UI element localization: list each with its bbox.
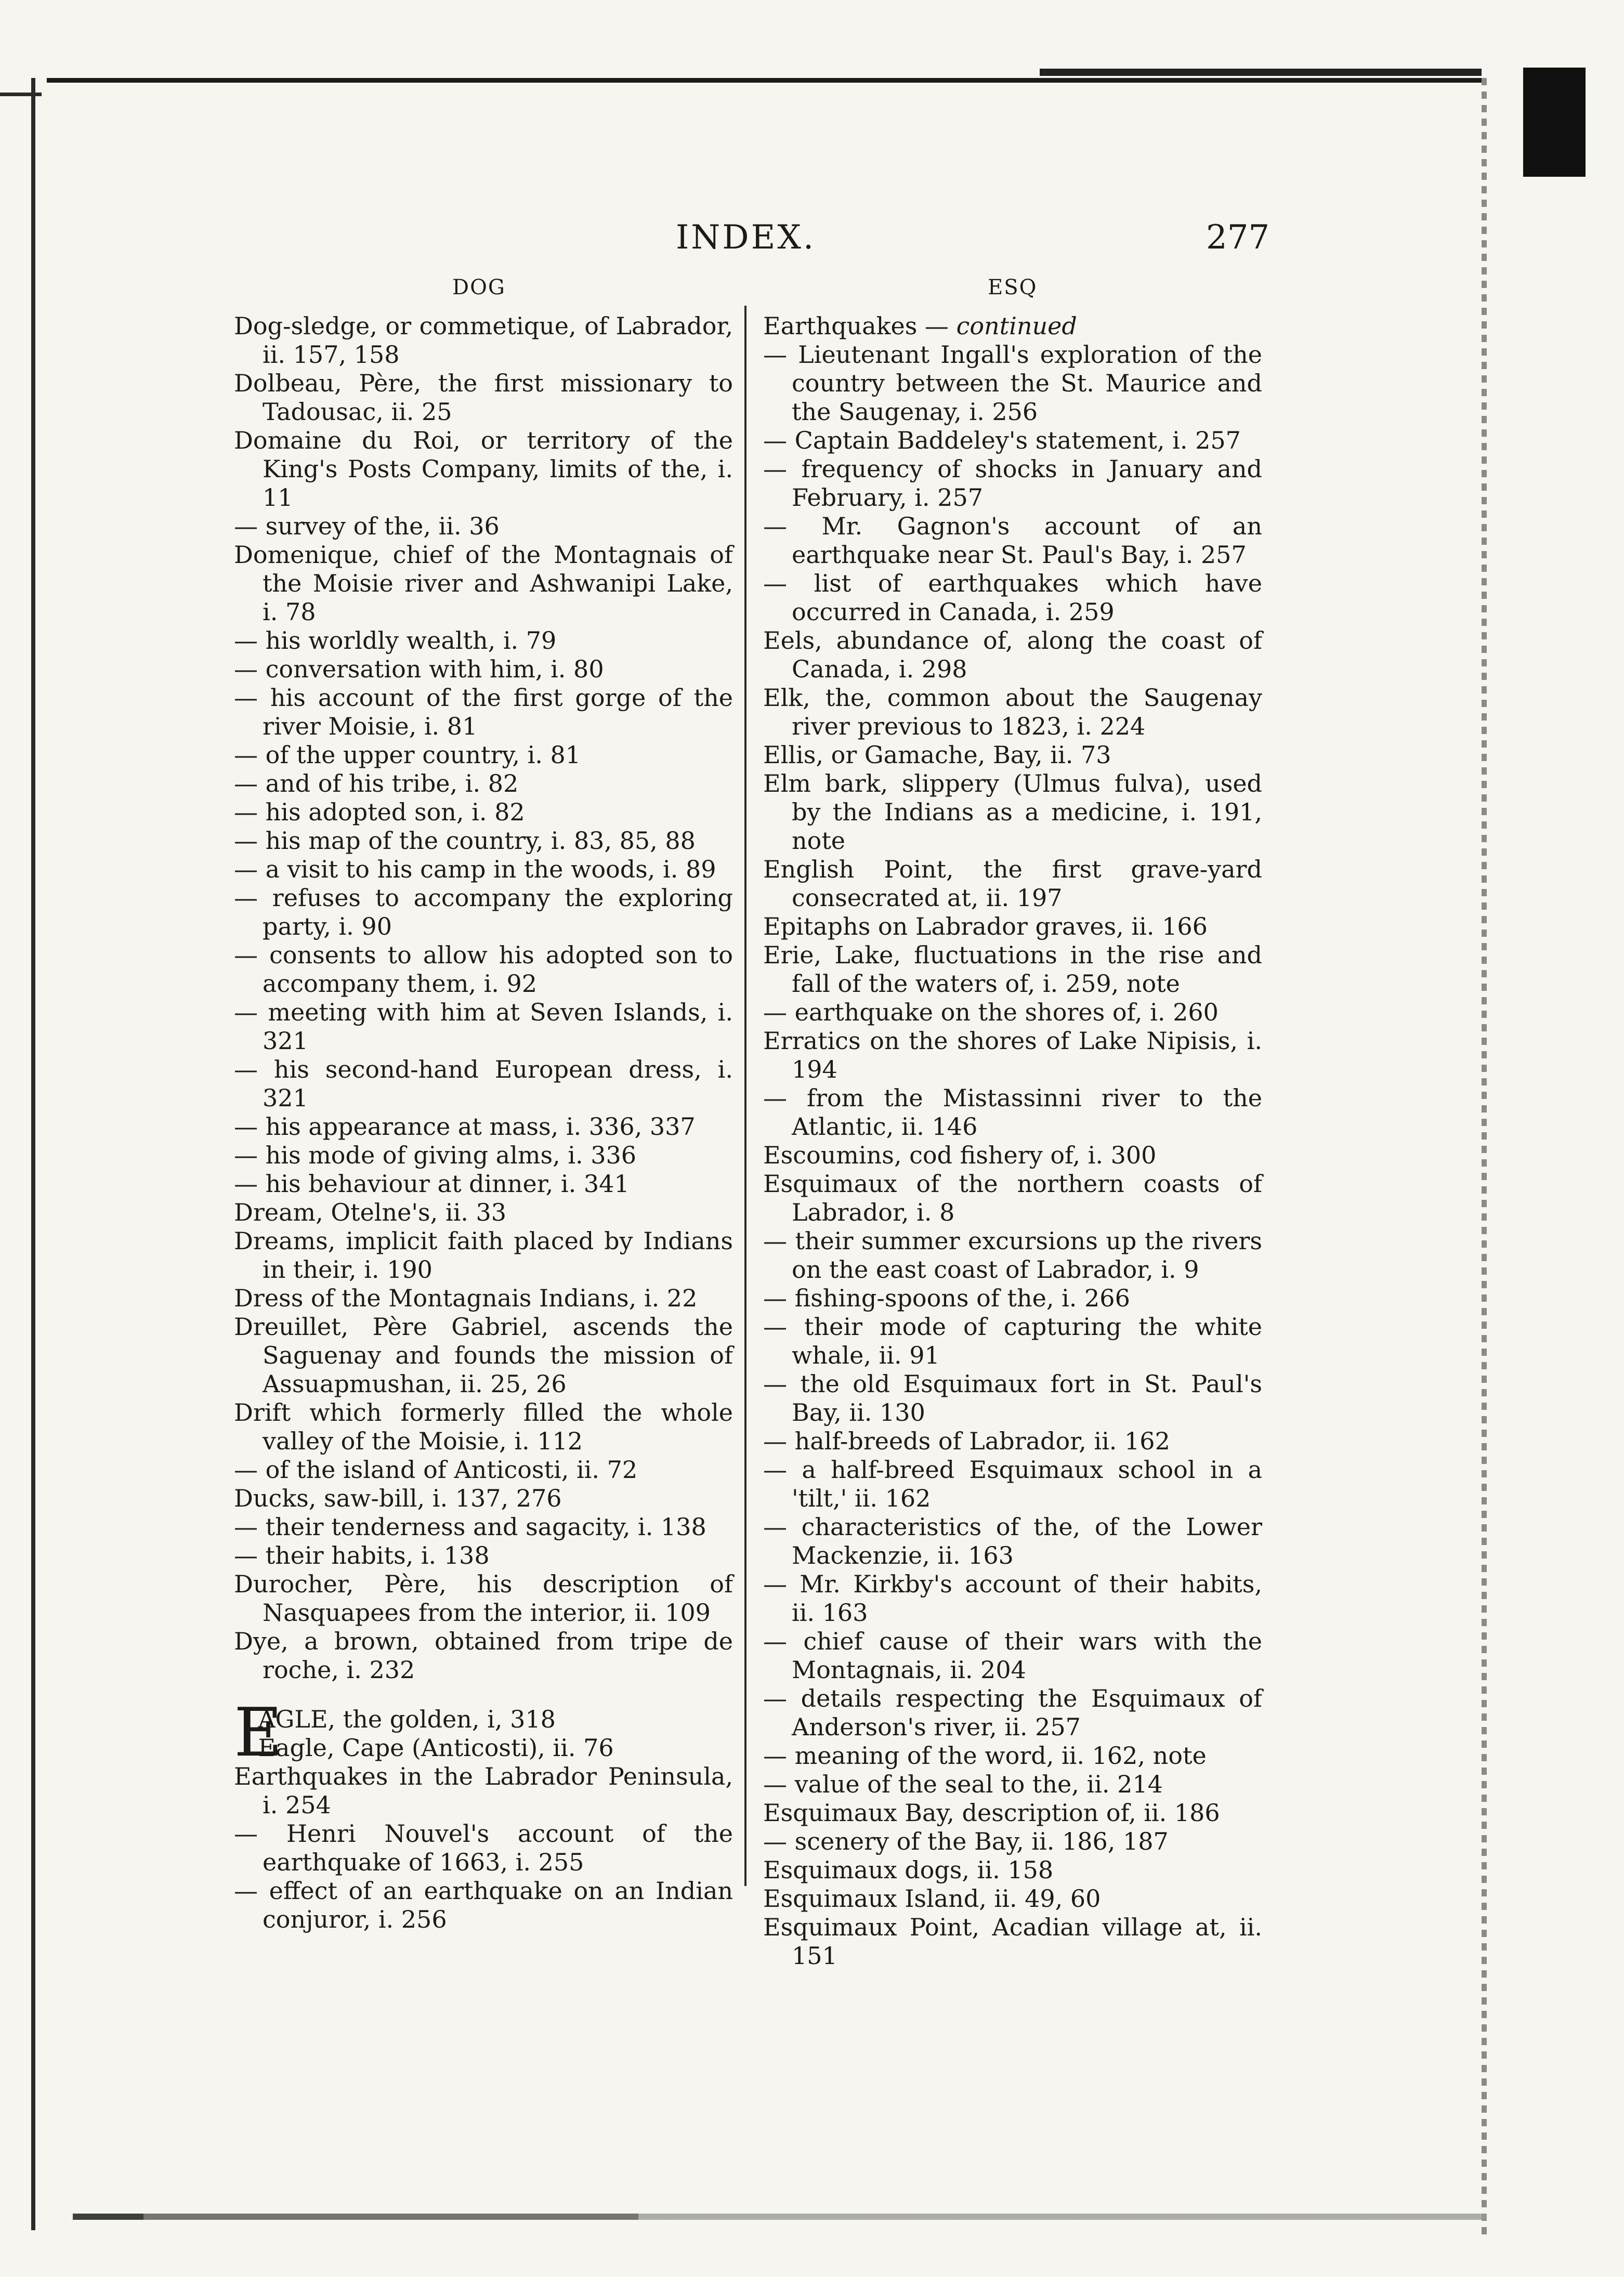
- index-entry: — the old Esquimaux fort in St. Paul's Bay, ii. 130: [763, 1370, 1262, 1427]
- index-entry: Ellis, or Gamache, Bay, ii. 73: [763, 741, 1111, 769]
- page-number: 277: [1206, 218, 1270, 257]
- index-entry: Esquimaux Point, Acadian village at, ii. 151: [763, 1913, 1262, 1970]
- index-entry: — their mode of capturing the white whale, ii. 91: [763, 1313, 1262, 1369]
- index-entry: — chief cause of their wars with the Montagnais, ii. 204: [763, 1627, 1262, 1684]
- index-entry: Dolbeau, Père, the first missionary to Tadousac, ii. 25: [234, 369, 733, 426]
- index-entry: Dog-sledge, or commetique, of Labrador, ii. 157, 158: [234, 312, 733, 369]
- index-entry: — his mode of giving alms, i. 336: [234, 1141, 637, 1169]
- index-entry: — their habits, i. 138: [234, 1541, 490, 1569]
- index-entry: Dye, a brown, obtained from tripe de roche, i. 232: [234, 1627, 733, 1684]
- index-entry: Domenique, chief of the Montagnais of the Moisie river and Ashwanipi Lake, i. 78: [234, 541, 733, 626]
- index-entry: Domaine du Roi, or territory of the King's Posts Company, limits of the, i. 11: [234, 426, 733, 512]
- index-entry: Esquimaux dogs, ii. 158: [763, 1856, 1054, 1884]
- column-divider: [744, 306, 746, 1886]
- index-entry: English Point, the first grave-yard consecrated at, ii. 197: [763, 855, 1262, 912]
- index-entry: — his account of the first gorge of the river Moisie, i. 81: [234, 684, 733, 740]
- index-entry: — his map of the country, i. 83, 85, 88: [234, 827, 696, 855]
- index-entry: Drift which formerly filled the whole valley of the Moisie, i. 112: [234, 1398, 733, 1455]
- index-entry: Eagle, Cape (Anticosti), ii. 76: [258, 1734, 614, 1762]
- index-entry: Elm bark, slippery (Ulmus fulva), used by the Indians as a medicine, i. 191, note: [763, 769, 1262, 855]
- index-entry: Ducks, saw-bill, i. 137, 276: [234, 1484, 562, 1512]
- index-entry: Dreams, implicit faith placed by Indians in their, i. 190: [234, 1227, 733, 1284]
- index-entry: Elk, the, common about the Saugenay river previous to 1823, i. 224: [763, 684, 1262, 740]
- index-entry: — meeting with him at Seven Islands, i. 321: [234, 998, 733, 1055]
- index-entry: Esquimaux of the northern coasts of Labrador, i. 8: [763, 1170, 1262, 1226]
- index-entry: — list of earthquakes which have occurred in Canada, i. 259: [763, 569, 1262, 626]
- index-entry: — their summer excursions up the rivers on the east coast of Labrador, i. 9: [763, 1227, 1262, 1284]
- index-column-right: [763, 312, 1262, 1970]
- index-entry: — survey of the, ii. 36: [234, 512, 500, 540]
- continued-headword: Earthquakes —: [763, 312, 957, 340]
- index-entry: — their tenderness and sagacity, i. 138: [234, 1513, 706, 1541]
- index-entry: — of the upper country, i. 81: [234, 741, 581, 769]
- index-entry: — value of the seal to the, ii. 214: [763, 1770, 1163, 1798]
- index-entry: — details respecting the Esquimaux of Anderson's river, ii. 257: [763, 1684, 1262, 1741]
- index-entry: Escoumins, cod fishery of, i. 300: [763, 1141, 1157, 1169]
- index-entry: Esquimaux Bay, description of, ii. 186: [763, 1799, 1220, 1827]
- index-entry: Dress of the Montagnais Indians, i. 22: [234, 1284, 698, 1312]
- left-binding-tick: [0, 93, 42, 96]
- index-entry: — and of his tribe, i. 82: [234, 769, 519, 797]
- page-title: INDEX.: [676, 218, 816, 257]
- index-entry: — half-breeds of Labrador, ii. 162: [763, 1427, 1170, 1455]
- section-gap: [234, 1684, 733, 1705]
- index-entry: — scenery of the Bay, ii. 186, 187: [763, 1827, 1169, 1855]
- index-entry: — consents to allow his adopted son to accompany them, i. 92: [234, 941, 733, 998]
- index-entry: Eels, abundance of, along the coast of Canada, i. 298: [763, 626, 1262, 683]
- index-entry: — frequency of shocks in January and February, i. 257: [763, 455, 1262, 512]
- index-column-left: [234, 312, 733, 1934]
- right-page-edge: [1482, 78, 1487, 2235]
- index-entry: Epitaphs on Labrador graves, ii. 166: [763, 912, 1208, 940]
- index-entry: Dreuillet, Père Gabriel, ascends the Saguenay and founds the mission of Assuapmushan, ii. 25, 26: [234, 1313, 733, 1398]
- index-entry: — his behaviour at dinner, i. 341: [234, 1170, 630, 1198]
- guide-word-left: DOG: [452, 276, 506, 299]
- index-entry: — Mr. Kirkby's account of their habits, ii. 163: [763, 1570, 1262, 1627]
- index-entry: — from the Mistassinni river to the Atlantic, ii. 146: [763, 1084, 1262, 1141]
- drop-cap-rest: AGLE, the golden, i, 318: [258, 1705, 556, 1733]
- index-entry: Erratics on the shores of Lake Nipisis, i. 194: [763, 1027, 1262, 1083]
- index-entry: Dream, Otelne's, ii. 33: [234, 1198, 507, 1226]
- drop-cap-letter: E: [234, 1694, 283, 1772]
- index-entry: — earthquake on the shores of, i. 260: [763, 998, 1219, 1026]
- left-binding-edge: [31, 78, 35, 2230]
- index-entry: — of the island of Anticosti, ii. 72: [234, 1456, 638, 1484]
- index-entry: — Mr. Gagnon's account of an earthquake near St. Paul's Bay, i. 257: [763, 512, 1262, 569]
- index-entry: Durocher, Père, his description of Nasquapees from the interior, ii. 109: [234, 1570, 733, 1627]
- continued-label: continued: [956, 312, 1077, 340]
- index-entry: — his second-hand European dress, i. 321: [234, 1055, 733, 1112]
- index-entry: Earthquakes in the Labrador Peninsula, i. 254: [234, 1762, 733, 1819]
- top-rule-heavy: [1040, 69, 1482, 76]
- page-edge-block: [1523, 68, 1586, 177]
- index-entry: — Captain Baddeley's statement, i. 257: [763, 426, 1241, 454]
- index-entry-continued: [763, 312, 1262, 341]
- bottom-rule: [73, 2214, 1487, 2220]
- index-entry: — his adopted son, i. 82: [234, 798, 525, 826]
- index-entry: — fishing-spoons of the, i. 266: [763, 1284, 1130, 1312]
- guide-word-right: ESQ: [988, 276, 1038, 299]
- index-entry: — effect of an earthquake on an Indian conjuror, i. 256: [234, 1877, 733, 1933]
- index-entry: — Henri Nouvel's account of the earthquake of 1663, i. 255: [234, 1820, 733, 1876]
- index-entry: — a visit to his camp in the woods, i. 89: [234, 855, 716, 883]
- index-entry: — a half-breed Esquimaux school in a 'tilt,' ii. 162: [763, 1456, 1262, 1512]
- index-entry: Erie, Lake, fluctuations in the rise and fall of the waters of, i. 259, note: [763, 941, 1262, 998]
- index-entry: — refuses to accompany the exploring party, i. 90: [234, 884, 733, 940]
- index-entry: — his worldly wealth, i. 79: [234, 626, 557, 655]
- index-entry: — meaning of the word, ii. 162, note: [763, 1742, 1207, 1770]
- index-entry: Esquimaux Island, ii. 49, 60: [763, 1885, 1101, 1913]
- index-entry: — his appearance at mass, i. 336, 337: [234, 1113, 696, 1141]
- index-entry: — Lieutenant Ingall's exploration of the country between the St. Maurice and the Saugenay, i. 256: [763, 341, 1262, 426]
- top-rule: [47, 78, 1482, 83]
- index-entry: — conversation with him, i. 80: [234, 655, 604, 683]
- index-entry: — characteristics of the, of the Lower Mackenzie, ii. 163: [763, 1513, 1262, 1569]
